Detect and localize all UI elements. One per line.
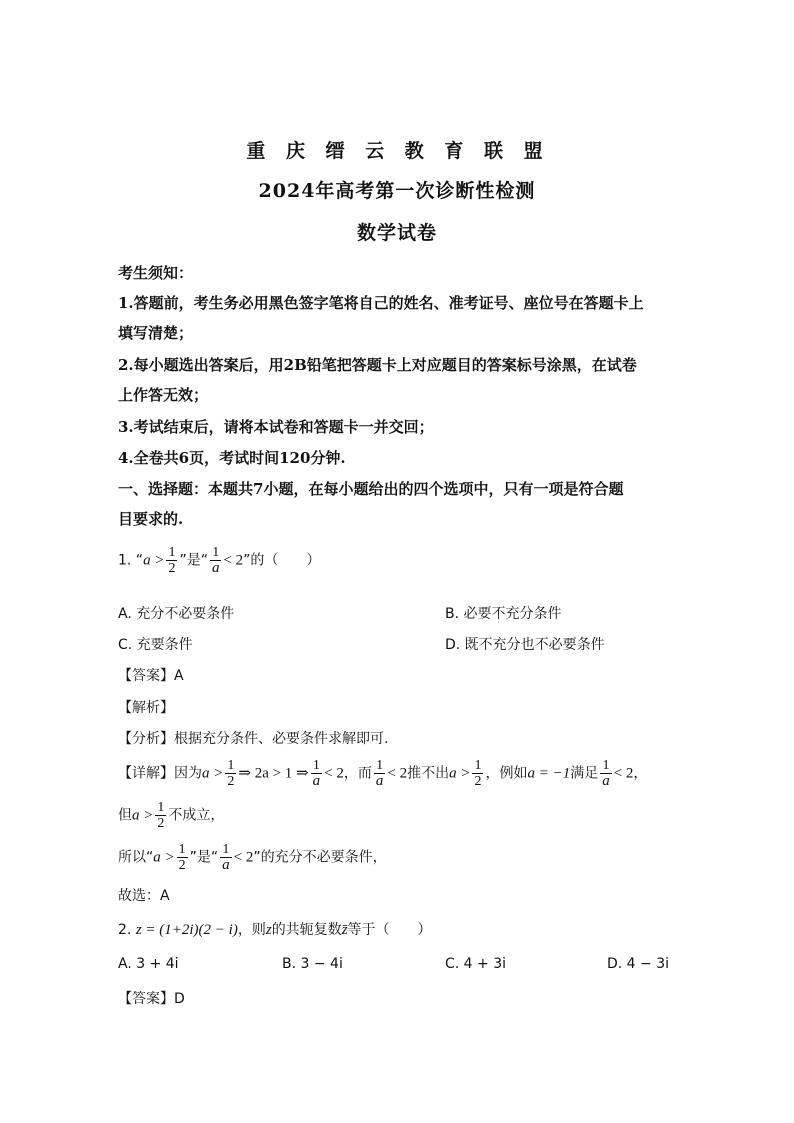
conclusion-so: 所以“ bbox=[118, 849, 154, 866]
xj-but: 但 bbox=[118, 807, 132, 824]
xj-frac-half-1: $\frac{1}{2}$ bbox=[227, 758, 235, 789]
notice-item-3: 3.考试结束后，请将本试卷和答题卡一并交回； bbox=[118, 418, 434, 436]
q1-xiangjie bbox=[118, 758, 647, 789]
q2-expression: z = (1+2i)(2 − i) bbox=[135, 922, 238, 938]
xj-because: 因为 bbox=[174, 765, 202, 782]
conclusion-lt2: < 2 bbox=[233, 849, 254, 866]
section-heading: 一、选择题：本题共7小题，在每小题给出的四个选项中，只有一项是符合题 bbox=[118, 480, 624, 498]
xj-frac-inv-a-1: $\frac{1}{a}$ bbox=[312, 758, 321, 789]
q2-zbar: z̄ bbox=[341, 922, 348, 938]
q1-option-d: D. 既不充分也不必要条件 bbox=[445, 637, 605, 653]
xj-lt2-1: < 2 bbox=[324, 765, 344, 782]
xj-implies: ⇒ 2a > 1 ⇒ bbox=[238, 765, 309, 782]
xj-frac-half-2: $\frac{1}{2}$ bbox=[474, 758, 482, 789]
q1-jiexi: 【解析】 bbox=[118, 700, 174, 716]
q2-text-1: ，则 bbox=[237, 922, 266, 938]
q2-text-2: 的共轭复数 bbox=[271, 922, 342, 938]
xj-lt2-3: < 2 bbox=[613, 765, 634, 782]
conclusion-frac-inv-a: $\frac{1}{a}$ bbox=[222, 842, 230, 873]
q2-option-b: B. 3 − 4i bbox=[282, 956, 343, 972]
q1-frac-half: $\frac{1}{2}$ bbox=[168, 545, 176, 576]
q2-number: 2. bbox=[118, 922, 132, 938]
notice-heading: 考生须知： bbox=[118, 264, 194, 282]
xj-a-gt-2: a > bbox=[449, 765, 471, 782]
q1-but-line bbox=[118, 800, 224, 831]
xj-cannot-derive: 推不出 bbox=[407, 765, 450, 782]
org-title: 重 庆 缙 云 教 育 联 盟 bbox=[246, 140, 548, 162]
q1-conclusion bbox=[118, 842, 387, 873]
xj-a-gt: a > bbox=[202, 765, 224, 782]
q1-cond-a: a > bbox=[143, 552, 165, 569]
section-heading-cont: 目要求的. bbox=[118, 510, 184, 528]
q1-tail: ”的（ ） bbox=[243, 552, 321, 569]
notice-item-1: 1.答题前，考生务必用黑色签字笔将自己的姓名、准考证号、座位号在答题卡上 bbox=[118, 294, 644, 312]
notice-item-2-cont: 上作答无效； bbox=[118, 386, 209, 404]
q2-option-c: C. 4 + 3i bbox=[445, 956, 507, 972]
subject-title: 数学试卷 bbox=[356, 222, 437, 244]
q1-answer: 【答案】A bbox=[118, 668, 184, 684]
q1-frac-inv-a: $\frac{1}{a}$ bbox=[211, 545, 220, 576]
xj-a-value: a = −1 bbox=[527, 765, 571, 782]
xj-lt2-2: < 2 bbox=[387, 765, 408, 782]
q1-option-b: B. 必要不充分条件 bbox=[445, 606, 562, 622]
q1-stem bbox=[118, 545, 320, 576]
q2-stem bbox=[118, 919, 432, 939]
q1-option-c: C. 充要条件 bbox=[118, 637, 193, 653]
xj-frac-inv-a-3: $\frac{1}{a}$ bbox=[602, 758, 610, 789]
q1-number: 1. “ bbox=[118, 552, 144, 569]
xj-a-gt-3: a > bbox=[132, 807, 154, 824]
conclusion-is: ”是“ bbox=[189, 849, 219, 866]
q2-answer: 【答案】D bbox=[118, 991, 185, 1007]
q2-z: z bbox=[265, 922, 272, 938]
notice-item-4: 4.全卷共6页，考试时间120分钟. bbox=[118, 449, 346, 467]
q2-option-d: D. 4 − 3i bbox=[607, 956, 670, 972]
notice-item-2: 2.每小题选出答案后，用2B铅笔把答题卡上对应题目的答案标号涂黑，在试卷 bbox=[118, 356, 637, 374]
q2-text-3: 等于（ ） bbox=[347, 922, 432, 938]
q1-connector: ”是“ bbox=[179, 552, 208, 569]
q1-fenxi bbox=[118, 728, 388, 748]
q1-option-a: A. 充分不必要条件 bbox=[118, 606, 235, 622]
xj-satisfies: 满足 bbox=[570, 765, 599, 782]
xj-comma: ， bbox=[633, 765, 648, 782]
conclusion-tail: ”的充分不必要条件， bbox=[253, 849, 387, 866]
exam-title: 2024年高考第一次诊断性检测 bbox=[258, 180, 536, 202]
xj-not-hold: 不成立， bbox=[168, 807, 225, 824]
xj-frac-inv-a-2: $\frac{1}{a}$ bbox=[375, 758, 384, 789]
q1-cond-b: < 2 bbox=[223, 552, 244, 569]
conclusion-a-gt: a > bbox=[153, 849, 175, 866]
q2-option-a: A. 3 + 4i bbox=[118, 956, 179, 972]
xj-for-example: ，例如 bbox=[485, 765, 528, 782]
fenxi-text: 根据充分条件、必要条件求解即可. bbox=[174, 731, 389, 747]
conclusion-frac-half: $\frac{1}{2}$ bbox=[178, 842, 186, 873]
notice-item-1-cont: 填写清楚； bbox=[118, 324, 194, 342]
xiangjie-tag: 【详解】 bbox=[118, 765, 174, 782]
xj-whereas: ，而 bbox=[343, 765, 372, 782]
fenxi-tag: 【分析】 bbox=[118, 731, 174, 747]
xj-frac-half-3: $\frac{1}{2}$ bbox=[157, 800, 165, 831]
q1-choice: 故选：A bbox=[118, 888, 170, 904]
